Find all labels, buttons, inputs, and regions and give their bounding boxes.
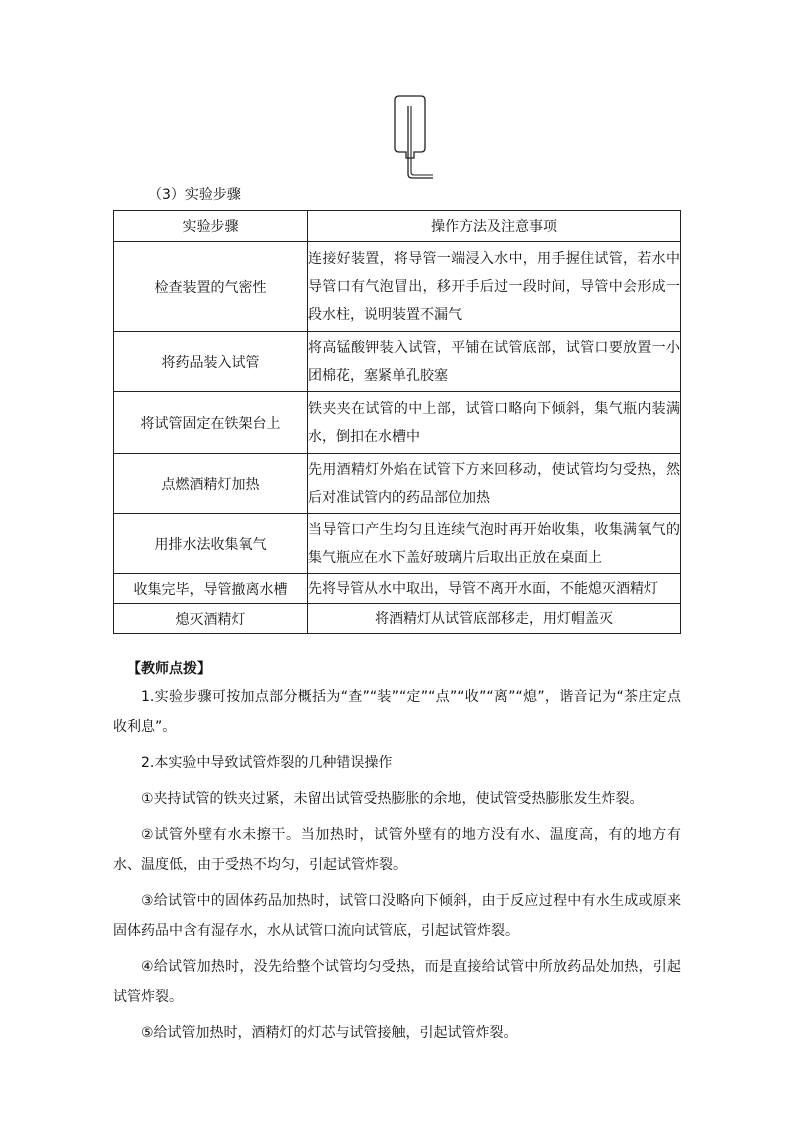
step-cell: 将试管固定在铁架台上 <box>114 392 308 454</box>
step-cell: 检查装置的气密性 <box>114 242 308 332</box>
delivery-tube-inner <box>411 106 433 175</box>
table-row <box>114 604 681 634</box>
note-paragraph: ②试管外壁有水未擦干。当加热时，试管外壁有的地方没有水、温度高，有的地方有水、温度低，由于受热不均匀，引起试管炸裂。 <box>113 827 681 873</box>
method-cell: 将酒精灯从试管底部移走，用灯帽盖灭 <box>308 604 681 634</box>
section-title: （3）实验步骤 <box>148 187 241 203</box>
method-cell: 铁夹夹在试管的中上部，试管口略向下倾斜，集气瓶内装满水，倒扣在水槽中 <box>308 392 681 454</box>
step-cell: 将药品装入试管 <box>114 332 308 392</box>
bottle-outline <box>395 96 425 158</box>
table-row <box>114 332 681 392</box>
teacher-notes <box>113 656 681 1054</box>
step-cell: 用排水法收集氧气 <box>114 514 308 574</box>
table-row <box>114 514 681 574</box>
step-cell: 收集完毕，导管撤离水槽 <box>114 574 308 604</box>
method-cell: 先将导管从水中取出，导管不离开水面，不能熄灭酒精灯 <box>308 574 681 604</box>
table-row <box>114 242 681 332</box>
note-paragraph: 1.实验步骤可按加点部分概括为“查”“装”“定”“点”“收”“离”“熄”，谐音记为“茶庄定点收利息”。 <box>113 689 681 735</box>
method-cell: 先用酒精灯外焰在试管下方来回移动，使试管均匀受热，然后对准试管内的药品部位加热 <box>308 454 681 514</box>
note-paragraph: ①夹持试管的铁夹过紧，未留出试管受热膨胀的余地，使试管受热膨胀发生炸裂。 <box>141 791 644 807</box>
table-row <box>114 574 681 604</box>
experiment-steps-table <box>113 210 681 634</box>
note-paragraph: ④给试管加热时，没先给整个试管均匀受热，而是直接给试管中所放药品处加热，引起试管炸裂。 <box>113 959 681 1005</box>
table-row <box>114 454 681 514</box>
step-cell: 熄灭酒精灯 <box>114 604 308 634</box>
method-cell: 当导管口产生均匀且连续气泡时再开始收集，收集满氧气的集气瓶应在水下盖好玻璃片后取出正放在桌面上 <box>308 514 681 574</box>
step-cell: 点燃酒精灯加热 <box>114 454 308 514</box>
note-paragraph: ③给试管中的固体药品加热时，试管口没略向下倾斜，由于反应过程中有水生成或原来固体药品中含有湿存水，水从试管口流向试管底，引起试管炸裂。 <box>113 893 681 939</box>
gas-bottle-figure <box>385 94 435 184</box>
column-header-method: 操作方法及注意事项 <box>308 211 681 242</box>
column-header-step: 实验步骤 <box>114 211 308 242</box>
notes-heading: 【教师点拨】 <box>127 661 211 677</box>
note-paragraph: 2.本实验中导致试管炸裂的几种错误操作 <box>141 755 393 771</box>
method-cell: 将高锰酸钾装入试管，平铺在试管底部，试管口要放置一小团棉花，塞紧单孔胶塞 <box>308 332 681 392</box>
note-paragraph: ⑤给试管加热时，酒精灯的灯芯与试管接触，引起试管炸裂。 <box>141 1025 518 1041</box>
table-header-row <box>114 211 681 242</box>
table-row <box>114 392 681 454</box>
delivery-tube <box>408 106 433 178</box>
method-cell: 连接好装置，将导管一端浸入水中，用手握住试管，若水中导管口有气泡冒出，移开手后过一段时间，导管中会形成一段水柱，说明装置不漏气 <box>308 242 681 332</box>
